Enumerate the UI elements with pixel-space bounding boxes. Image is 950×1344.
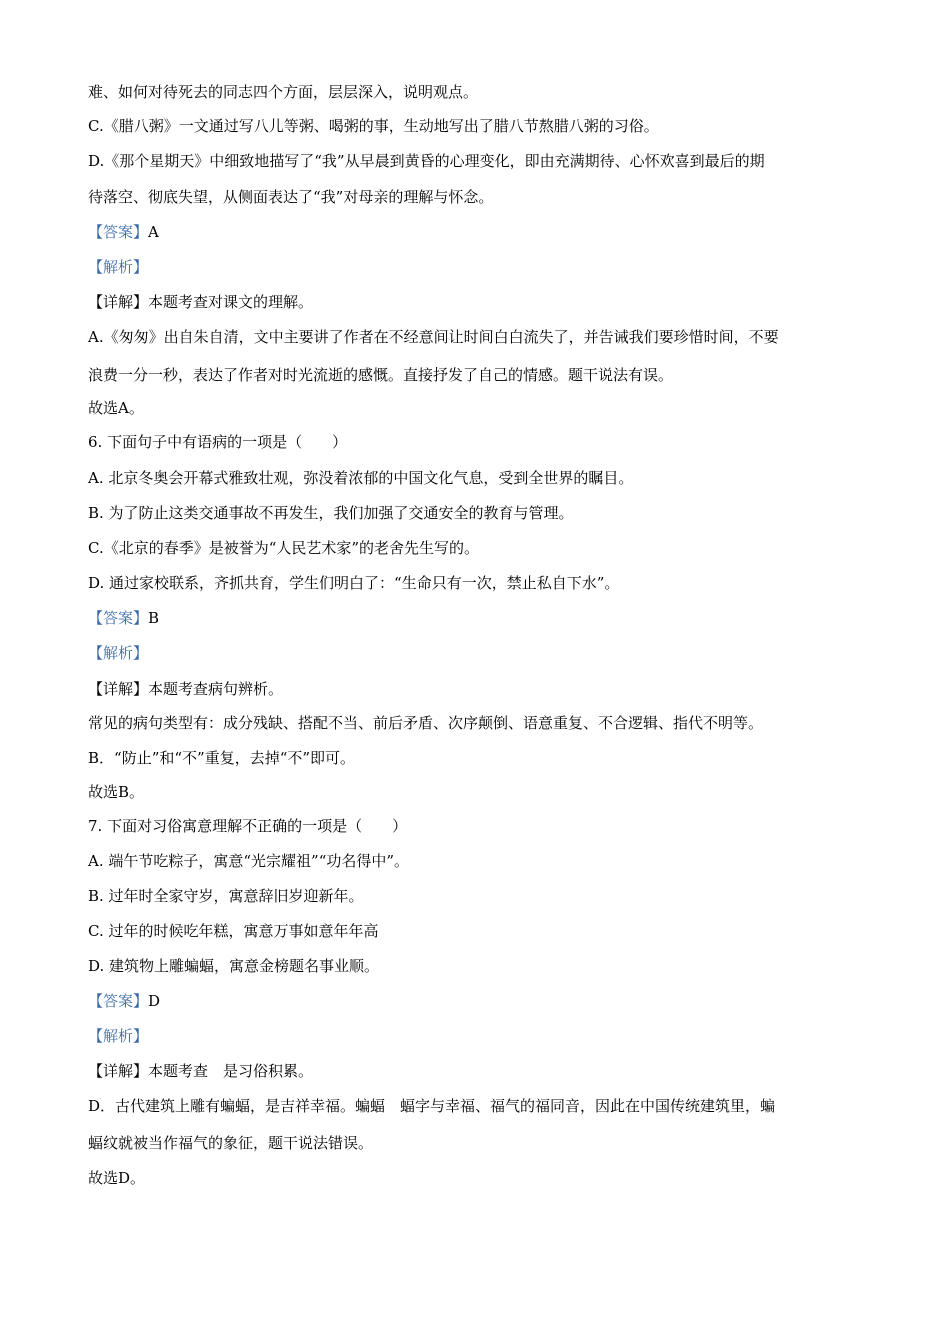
conclusion-line: 故选B。	[88, 783, 145, 801]
detail-text: 本题考查 是习俗积累。	[148, 1062, 314, 1080]
answer-row	[88, 222, 868, 242]
answer-row	[88, 608, 868, 628]
option-c-prev: C.《腊八粥》一文通过写八儿等粥、喝粥的事，生动地写出了腊八节熬腊八粥的习俗。	[88, 117, 659, 135]
detail-tag: 【详解】	[88, 1062, 149, 1080]
paragraph-line: 常见的病句类型有：成分残缺、搭配不当、前后矛盾、次序颠倒、语意重复、不合逻辑、指代不明等。	[88, 714, 764, 732]
question-6-option-c: C.《北京的春季》是被誉为“人民艺术家”的老舍先生写的。	[88, 539, 480, 557]
answer-tag: 【答案】	[88, 223, 149, 241]
question-7-title: 7. 下面对习俗寓意理解不正确的一项是（ ）	[88, 817, 408, 835]
paragraph-line: 蝠纹就被当作福气的象征，题干说法错误。	[88, 1134, 374, 1152]
question-6-title: 6. 下面句子中有语病的一项是（ ）	[88, 433, 348, 451]
option-d-prev: D.《那个星期天》中细致地描写了“我”从早晨到黄昏的心理变化，即由充满期待、心怀欢喜到最后的期	[88, 152, 765, 170]
question-7-option-c: C. 过年的时候吃年糕，寓意万事如意年年高	[88, 922, 379, 940]
detail-tag: 【详解】	[88, 680, 149, 698]
paragraph-line: 难、如何对待死去的同志四个方面，层层深入，说明观点。	[88, 83, 479, 101]
paragraph-line: A.《匆匆》出自朱自清，文中主要讲了作者在不经意间让时间白白流失了，并告诫我们要珍惜时间，不要	[88, 328, 779, 346]
conclusion-line: 故选D。	[88, 1169, 146, 1187]
answer-value: D	[148, 992, 161, 1010]
question-7-option-a: A. 端午节吃粽子，寓意“光宗耀祖”“功名得中”。	[88, 852, 410, 870]
paragraph-line: 待落空、彻底失望，从侧面表达了“我”对母亲的理解与怀念。	[88, 188, 494, 206]
analysis-row	[88, 1026, 868, 1046]
paragraph-line: D．古代建筑上雕有蝙蝠，是吉祥幸福。蝙蝠 蝠字与幸福、福气的福同音，因此在中国传统建筑里，蝙	[88, 1097, 776, 1115]
question-7-option-d: D. 建筑物上雕蝙蝠，寓意金榜题名事业顺。	[88, 957, 380, 975]
answer-row	[88, 991, 868, 1011]
paragraph-line: B．“防止”和“不”重复，去掉“不”即可。	[88, 749, 356, 767]
answer-tag: 【答案】	[88, 609, 149, 627]
analysis-tag: 【解析】	[88, 644, 149, 662]
detail-text: 本题考查病句辨析。	[148, 680, 284, 698]
conclusion-line: 故选A。	[88, 399, 144, 417]
analysis-tag: 【解析】	[88, 1027, 149, 1045]
question-7-option-b: B. 过年时全家守岁，寓意辞旧岁迎新年。	[88, 887, 364, 905]
analysis-row	[88, 257, 868, 277]
analysis-tag: 【解析】	[88, 258, 149, 276]
answer-value: A	[148, 223, 159, 241]
question-6-option-d: D. 通过家校联系，齐抓共育，学生们明白了：“生命只有一次，禁止私自下水”。	[88, 574, 620, 592]
detail-tag: 【详解】	[88, 293, 149, 311]
detail-row	[88, 1061, 868, 1081]
paragraph-line: 浪费一分一秒，表达了作者对时光流逝的感慨。直接抒发了自己的情感。题干说法有误。	[88, 366, 674, 384]
detail-row	[88, 292, 868, 312]
question-6-option-b: B. 为了防止这类交通事故不再发生，我们加强了交通安全的教育与管理。	[88, 504, 574, 522]
answer-value: B	[148, 609, 160, 627]
detail-row	[88, 679, 868, 699]
detail-text: 本题考查对课文的理解。	[148, 293, 314, 311]
question-6-option-a: A. 北京冬奥会开幕式雅致壮观，弥没着浓郁的中国文化气息，受到全世界的瞩目。	[88, 469, 634, 487]
analysis-row	[88, 643, 868, 663]
answer-tag: 【答案】	[88, 992, 149, 1010]
